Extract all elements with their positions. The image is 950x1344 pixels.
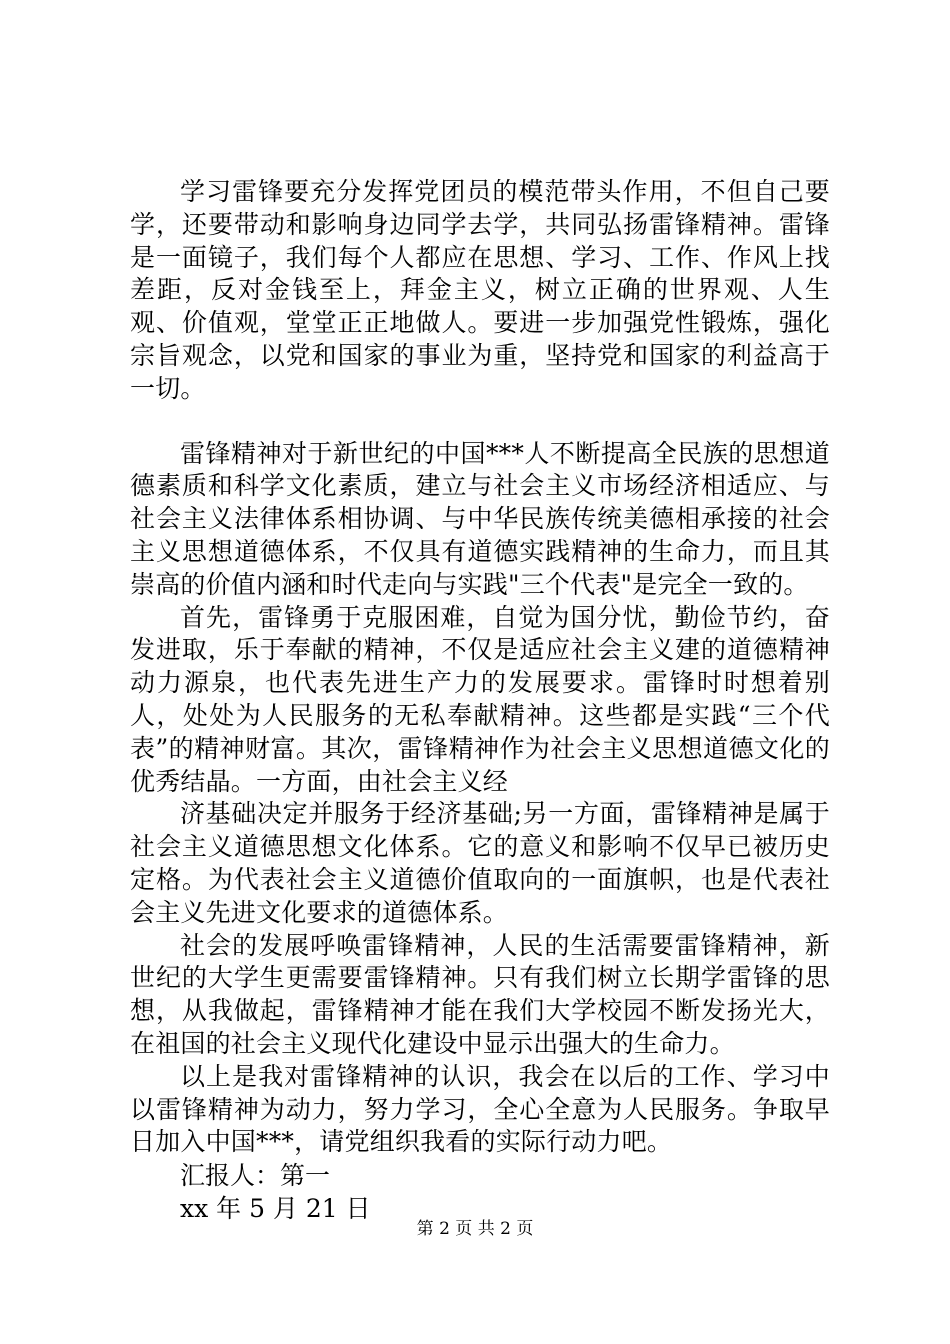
document-body (130, 176, 830, 1225)
reporter-line: 汇报人：第一 (180, 1161, 331, 1191)
paragraph-gap (130, 406, 830, 438)
paragraph: 以上是我对雷锋精神的认识，我会在以后的工作、学习中以雷锋精神为动力，努力学习，全心全意为人民服务。争取早日加入中国***，请党组织我看的实际行动力吧。 (130, 1061, 830, 1157)
paragraph: 学习雷锋要充分发挥党团员的模范带头作用，不但自己要学，还要带动和影响身边同学去学，共同弘扬雷锋精神。雷锋是一面镜子，我们每个人都应在思想、学习、工作、作风上找差距，反对金钱至上，拜金主义，树立正确的世界观、人生观、价值观，堂堂正正地做人。要进一步加强党性锻炼，强化宗旨观念，以党和国家的事业为重，坚持党和国家的利益高于一切。 (130, 177, 830, 403)
paragraph: 雷锋精神对于新世纪的中国***人不断提高全民族的思想道德素质和科学文化素质，建立与社会主义市场经济相适应、与社会主义法律体系相协调、与中华民族传统美德相承接的社会主义思想道德体系，不仅具有道德实践精神的生命力，而且其崇高的价值内涵和时代走向与实践"三个代表"是完全一致的。 (130, 438, 830, 599)
paragraph: 济基础决定并服务于经济基础;另一方面，雷锋精神是属于社会主义道德思想文化体系。它的意义和影响不仅早已被历史定格。为代表社会主义道德价值取向的一面旗帜，也是代表社会主义先进文化要求的道德体系。 (130, 799, 830, 927)
paragraph: 首先，雷锋勇于克服困难，自觉为国分忧，勤俭节约，奋发进取，乐于奉献的精神，不仅是适应社会主义建的道德精神动力源泉，也代表先进生产力的发展要求。雷锋时时想着别人，处处为人民服务的无私奉献精神。这些都是实践“三个代表”的精神财富。其次，雷锋精神作为社会主义思想道德文化的优秀结晶。一方面，由社会主义经 (130, 602, 830, 796)
page-footer: 第 2 页 共 2 页 (416, 1219, 534, 1239)
date-line: xx 年 5 月 21 日 (180, 1194, 371, 1224)
paragraph: 社会的发展呼唤雷锋精神，人民的生活需要雷锋精神，新世纪的大学生更需要雷锋精神。只有我们树立长期学雷锋的思想，从我做起，雷锋精神才能在我们大学校园不断发扬光大，在祖国的社会主义现代化建设中显示出强大的生命力。 (130, 930, 830, 1058)
